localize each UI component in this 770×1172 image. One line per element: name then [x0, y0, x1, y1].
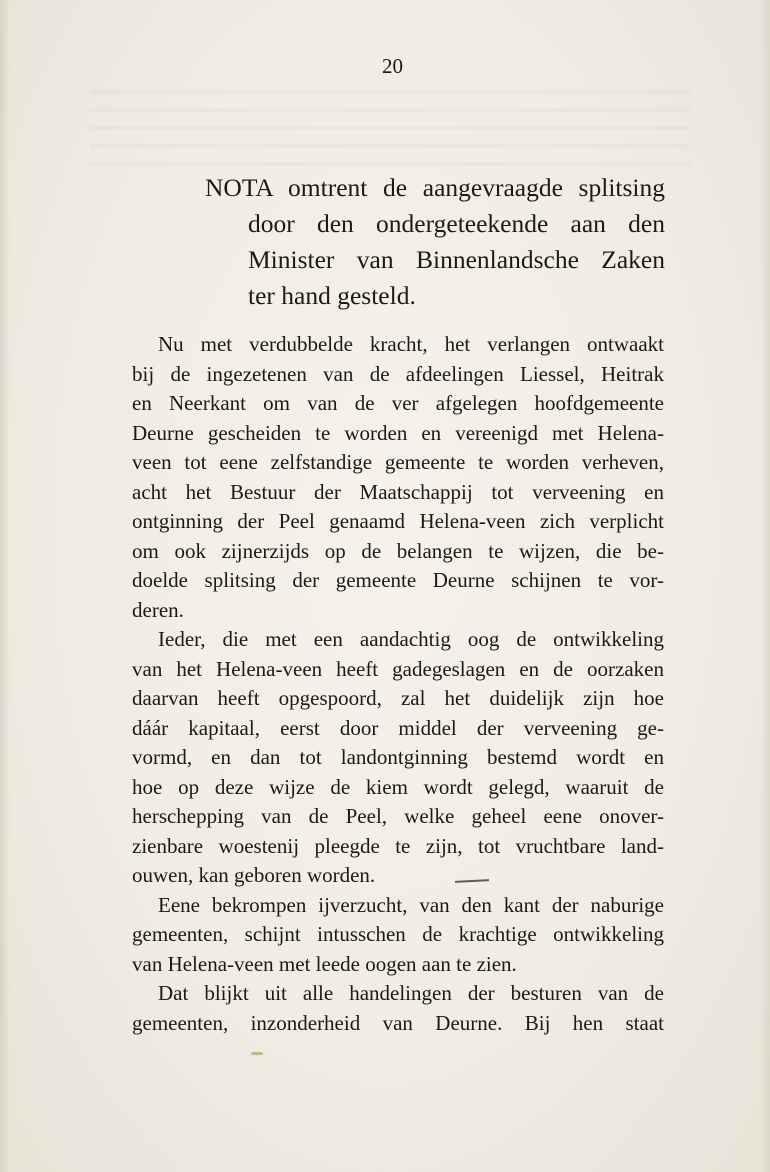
text-line: Eene bekrompen ijverzucht, van den kant der naburige [158, 892, 664, 917]
text-line: Ieder, die met een aandachtig oog de ontwikkeling [158, 627, 664, 651]
text-line: gemeenten, schijnt intusschen de krachtige ontwikkeling [132, 922, 664, 946]
text-line: acht het Bestuur der Maatschappij tot verveening en [132, 479, 664, 504]
text-line: om ook zijnerzijds op de belangen te wijzen, die be- [132, 538, 664, 563]
page-number: 20 [382, 54, 403, 78]
text-line: zienbare woestenij pleegde te zijn, tot vruchtbare land- [132, 833, 664, 858]
paragraph-3 [132, 891, 664, 980]
paragraph-1 [132, 330, 664, 625]
paragraph-2 [132, 625, 664, 891]
text-line: gemeenten, inzonderheid van Deurne. Bij hen staat [132, 1010, 664, 1035]
text-line: herschepping van de Peel, welke geheel eene onover- [132, 804, 664, 828]
text-line: daarvan heeft opgespoord, zal het duidelijk zijn hoe [132, 686, 664, 710]
text-line: bij de ingezetenen van de afdeelingen Liessel, Heitrak [132, 361, 664, 386]
text-line: ontginning der Peel genaamd Helena-veen zich verplicht [132, 509, 664, 533]
page-edge-left [0, 0, 10, 1172]
body-text [132, 330, 664, 1038]
show-through-text [90, 90, 690, 170]
text-line: van Helena-veen met leede oogen aan te zien. [132, 951, 517, 976]
heading-line: door den ondergeteekende aan den [248, 209, 665, 238]
note-heading [205, 170, 665, 314]
text-line: deren. [132, 597, 184, 622]
text-line: doelde splitsing der gemeente Deurne schijnen te vor- [132, 568, 664, 592]
text-line: Dat blijkt uit alle handelingen der besturen van de [158, 981, 664, 1005]
page-edge-right [760, 0, 770, 1172]
heading-line: ter hand gesteld. [248, 281, 416, 310]
text-line: van het Helena-veen heeft gadegeslagen en de oorzaken [132, 656, 664, 681]
paragraph-4 [132, 979, 664, 1038]
heading-line: NOTA omtrent de aangevraagde splitsing [205, 173, 665, 202]
text-line: en Neerkant om van de ver afgelegen hoofdgemeente [132, 391, 664, 415]
text-line: vormd, en dan tot landontginning bestemd wordt en [132, 745, 664, 769]
text-line: hoe op deze wijze de kiem wordt gelegd, waaruit de [132, 774, 664, 799]
text-line: dáár kapitaal, eerst door middel der verveening ge- [132, 715, 664, 740]
text-line: Deurne gescheiden te worden en vereenigd met Helena- [132, 420, 664, 445]
heading-line: Minister van Binnenlandsche Zaken [248, 245, 665, 274]
text-line: veen tot eene zelfstandige gemeente te worden verheven, [132, 450, 664, 474]
paper-speck [251, 1052, 263, 1055]
text-line: Nu met verdubbelde kracht, het verlangen ontwaakt [158, 332, 664, 356]
text-line: ouwen, kan geboren worden. [132, 863, 376, 887]
